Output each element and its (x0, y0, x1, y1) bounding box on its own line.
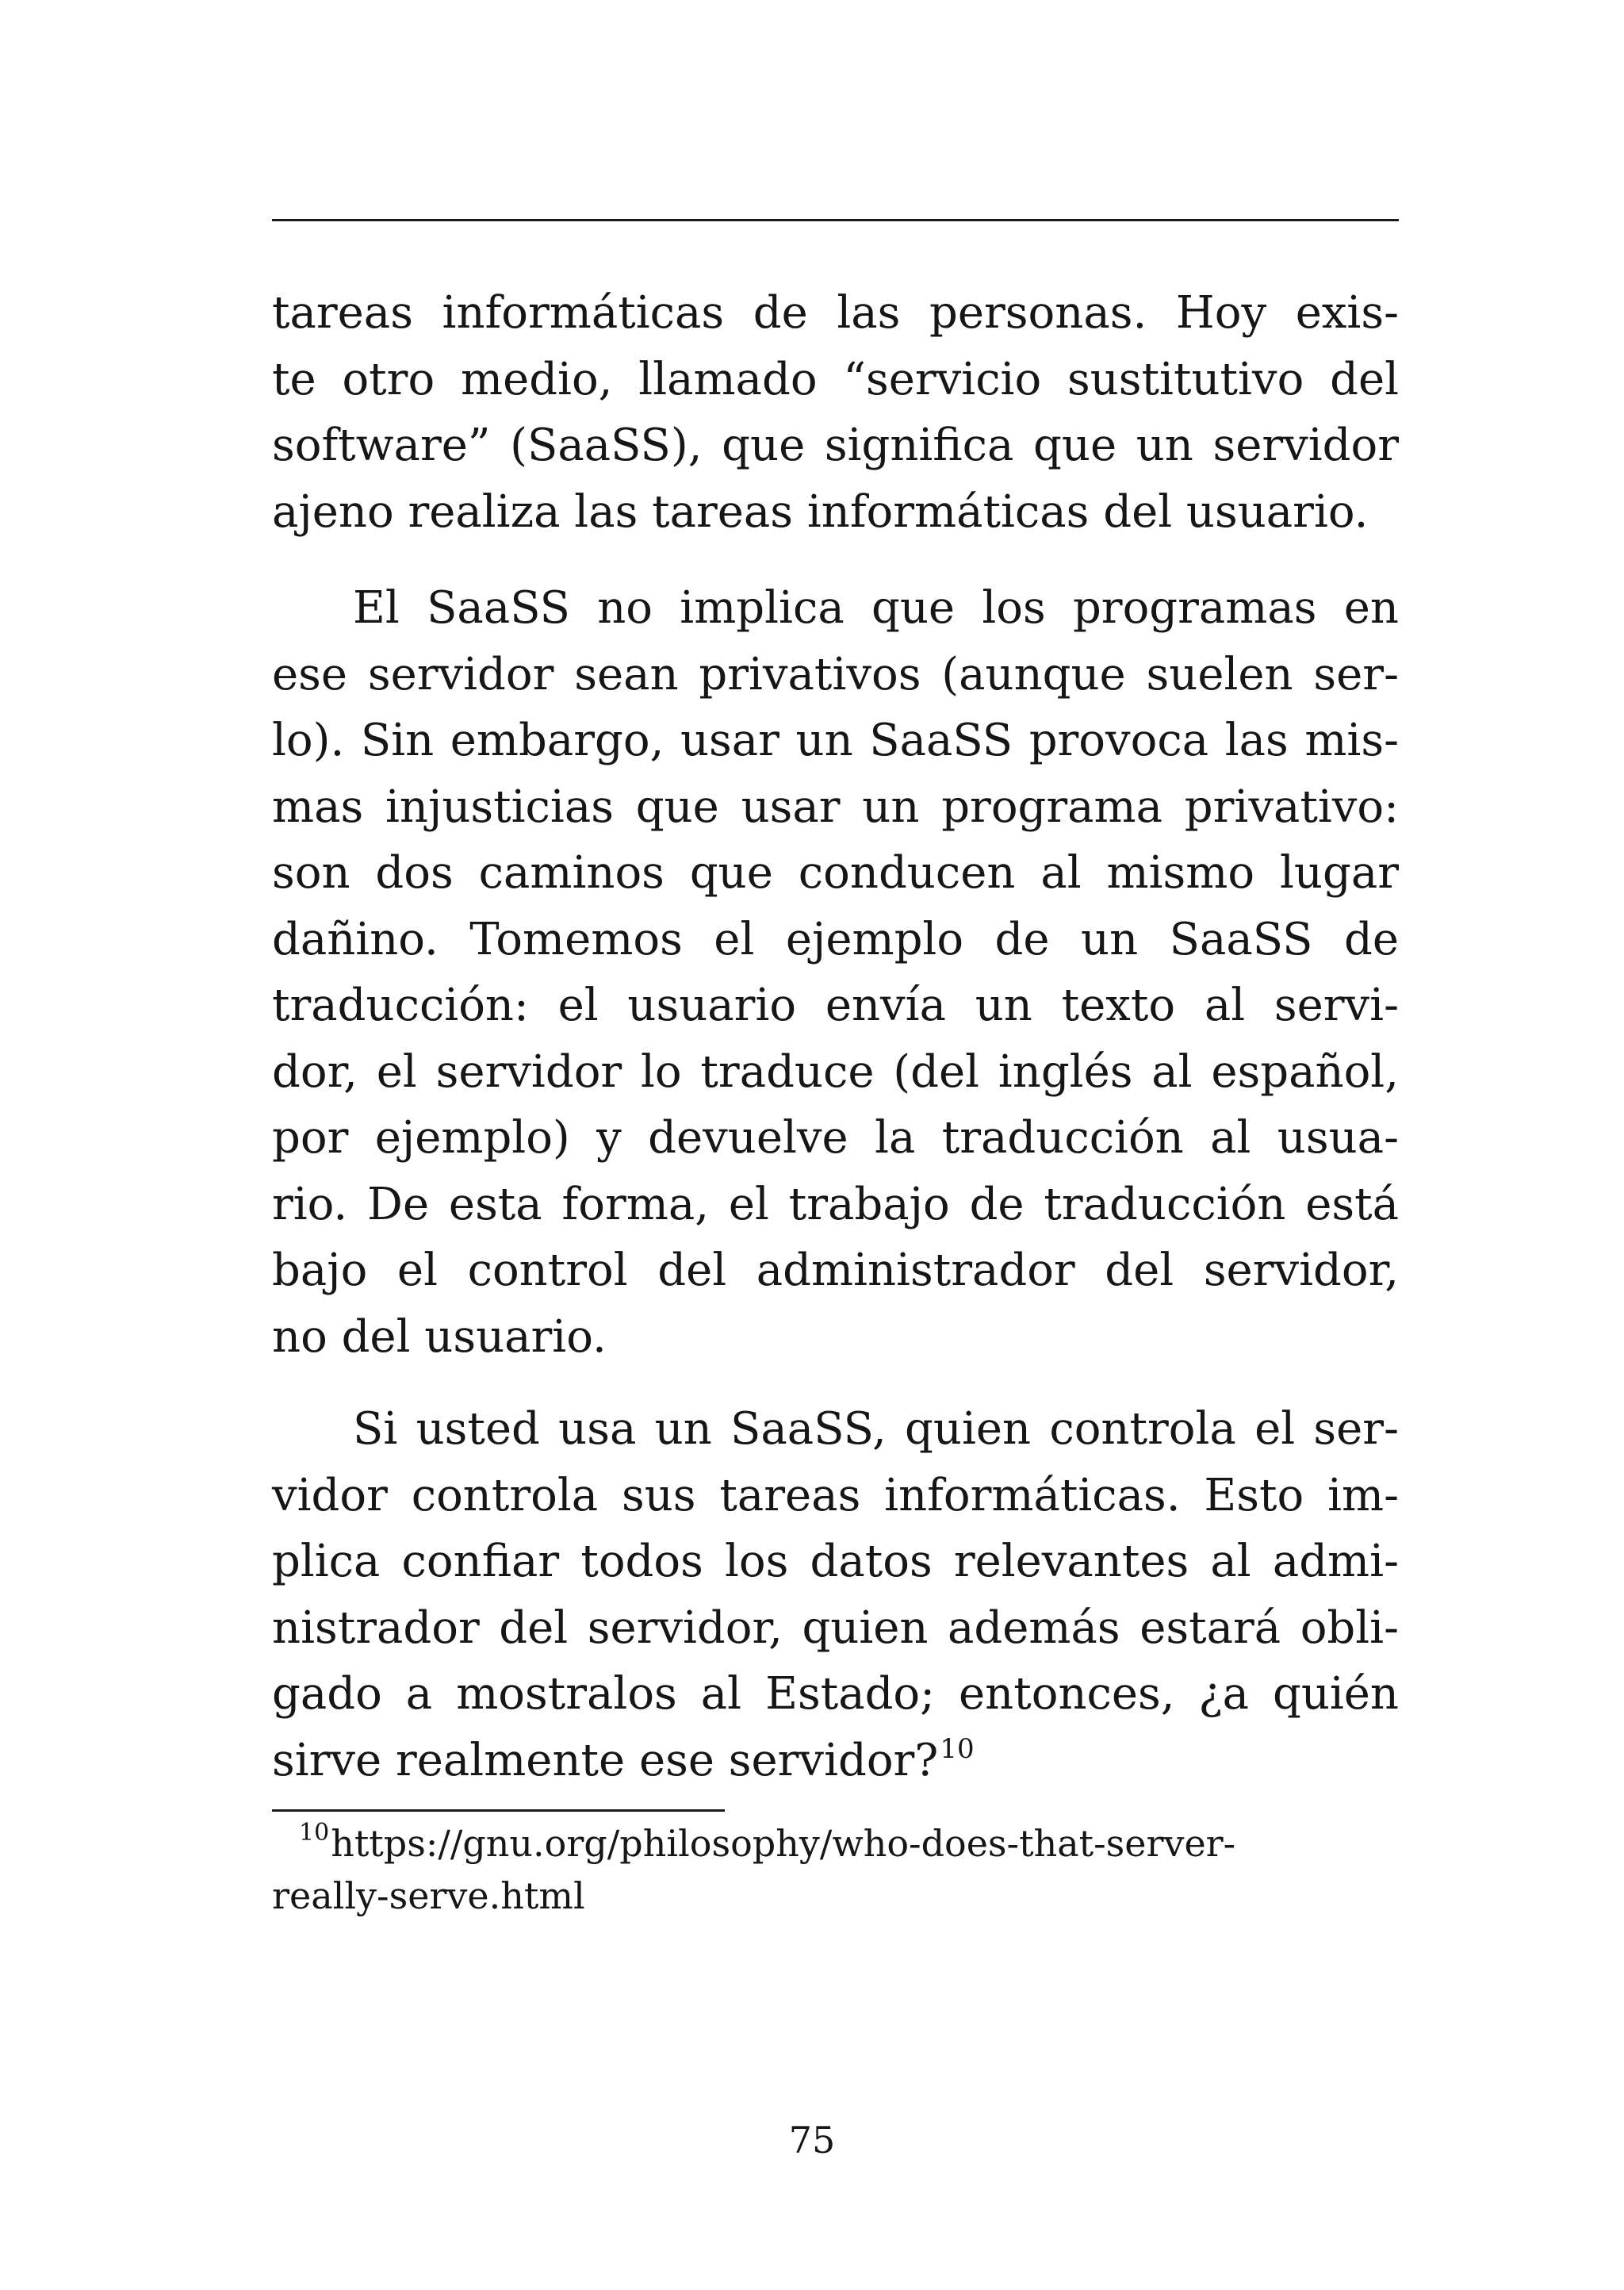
text-line: Si usted usa un SaaSS, quien controla el ser- (353, 1403, 1399, 1455)
footnote-mark: 10 (299, 1819, 330, 1847)
footnote-url-part-2[interactable]: really-serve.html (272, 1874, 585, 1917)
page-number: 75 (788, 2119, 836, 2161)
text-line: lo). Sin embargo, usar un SaaSS provoca las mis- (272, 715, 1399, 766)
footnote-reference[interactable]: 10 (940, 1732, 975, 1765)
footnote-rule (272, 1809, 725, 1812)
text-line: plica confiar todos los datos relevantes al admi- (272, 1536, 1399, 1587)
text-line: nistrador del servidor, quien además estará obli- (272, 1601, 1399, 1654)
text-line: ese servidor sean privativos (aunque suelen ser- (272, 648, 1399, 700)
text-line: mas injusticias que usar un programa privativo: (272, 781, 1399, 833)
text-line: te otro medio, llamado “servicio sustitutivo del (272, 353, 1399, 405)
text-line: dor, el servidor lo traduce (del inglés al español, (272, 1045, 1399, 1098)
footnote-url-part-1[interactable]: https://gnu.org/philosophy/who-does-that-server- (331, 1822, 1236, 1865)
paragraph-1 (272, 280, 1399, 545)
paragraph-2 (272, 575, 1399, 1370)
text-line: rio. De esta forma, el trabajo de traducción está (272, 1178, 1399, 1230)
text-line: son dos caminos que conducen al mismo lugar (272, 847, 1399, 899)
text-line: software” (SaaSS), que significa que un servidor (272, 420, 1399, 471)
text-line-with-footnote (272, 1728, 1399, 1794)
text-line: no del usuario. (272, 1310, 607, 1363)
footnote (272, 1817, 1399, 1922)
text-line: bajo el control del administrador del servidor, (272, 1245, 1399, 1296)
text-line: por ejemplo) y devuelve la traducción al usua- (272, 1112, 1399, 1164)
text-line: dañino. Tomemos el ejemplo de un SaaSS de (272, 913, 1399, 965)
text-line: vidor controla sus tareas informáticas. Esto im- (272, 1469, 1399, 1521)
text-line: gado a mostralos al Estado; entonces, ¿a quién (272, 1668, 1399, 1720)
text-line: ajeno realiza las tareas informáticas del usuario. (272, 485, 1369, 538)
text-line: El SaaSS no implica que los programas en (353, 582, 1399, 634)
text-line: sirve realmente ese servidor? (272, 1734, 939, 1786)
header-rule (272, 219, 1399, 221)
paragraph-3 (272, 1396, 1399, 1793)
footnote-line (272, 1817, 1399, 1870)
text-line: traducción: el usuario envía un texto al servi- (272, 980, 1399, 1031)
text-line: tareas informáticas de las personas. Hoy exis- (272, 287, 1399, 339)
